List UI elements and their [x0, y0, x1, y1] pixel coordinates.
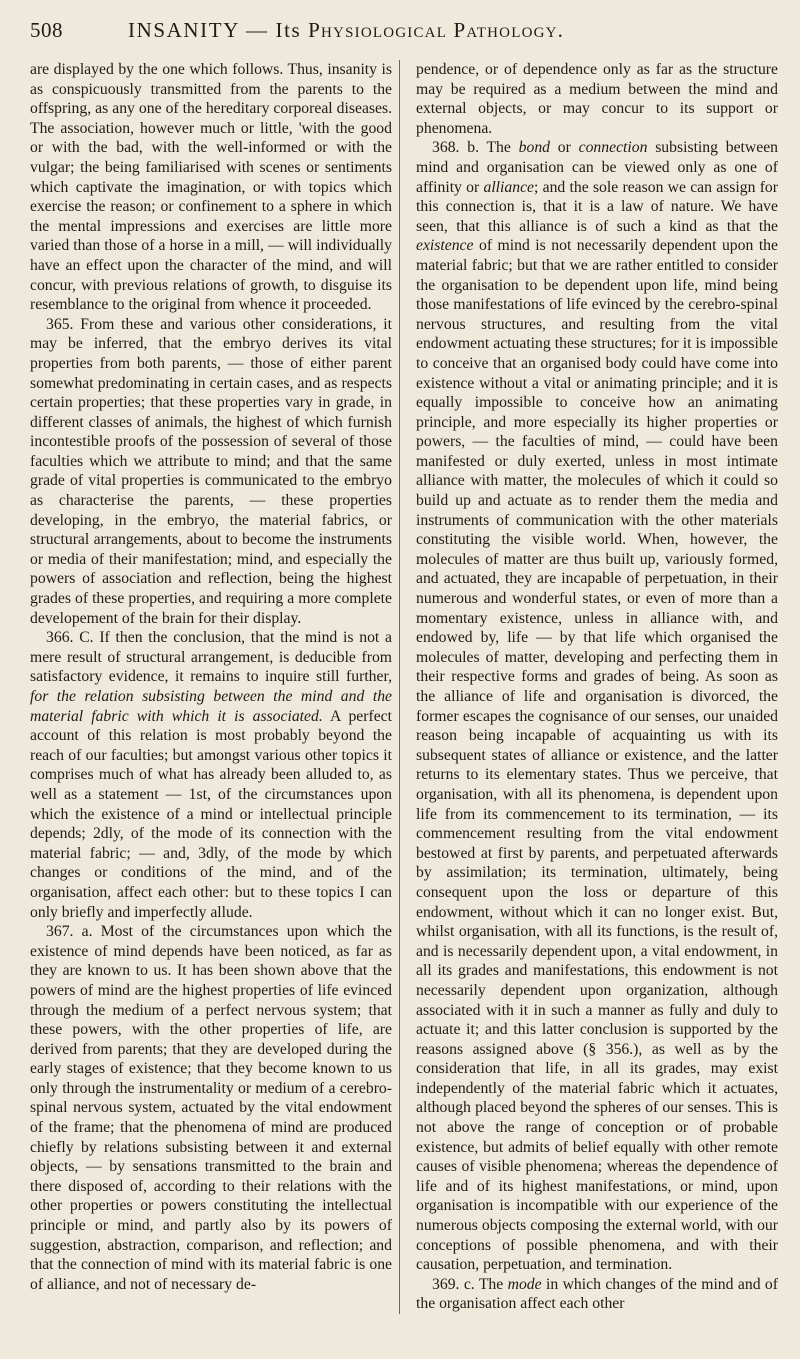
text-run: 367. a. Most of the circumstances upon which the existence of mind depends have been noticed, as far as they are known to us. It has been shown above that the powers of mind are the highest properties of life evinced through the medium of a perfect nervous system; that these powers, with the other properties of life, are derived from parents; that they are developed during the early stages of existence; that they become known to us only through the instrumentality or medium of a cerebro-spinal nervous system, actuated by the vital endowment of the frame; that the phenomena of mind are produced chiefly by relations subsisting between it and external objects, — by sensations transmitted to the brain and there disposed of, according to their relations with the other properties or powers constituting the intellectual principle or mind, and partly also by its powers of suggestion, abstraction, comparison, and reflection; and that the connection of mind with its material fabric is one of alliance, and not of necessary de- — [30, 923, 392, 1293]
paragraph — [30, 315, 392, 629]
text-run: subsisting between mind and organisation can be viewed only as one of affinity or — [416, 139, 778, 196]
column-divider — [399, 60, 400, 1314]
italic-text: connection — [578, 139, 648, 157]
paragraph — [30, 628, 392, 922]
text-run: in which changes of the mind and of the organisation affect each other — [416, 1275, 778, 1313]
running-head — [128, 18, 564, 43]
left-column — [30, 60, 392, 1314]
running-head-main: INSANITY — Its — [128, 18, 309, 42]
paragraph — [30, 60, 392, 315]
text-run: or — [550, 139, 579, 157]
text-run: 369. c. The — [432, 1275, 508, 1293]
page-header — [30, 14, 778, 60]
italic-text: mode — [507, 1275, 542, 1293]
text-run: A perfect account of this relation is most probably beyond the reach of our faculties; but amongst various other topics it comprises much of what has already been alluded to, as well as a statement — 1st, of the circumstances upon which the existence of a mind or intellectual principle depends; 2dly, of the mode of its connection with the material fabric; — and, 3dly, of the mode by which changes or conditions of the mind, and of the organisation, affect each other: but to these topics I can only briefly and imperfectly allude. — [30, 707, 392, 921]
italic-text: for the relation subsisting between the mind and the material fabric with which it is associated. — [30, 688, 392, 725]
text-run: pendence, or of dependence only as far as the structure may be required as a medium between the mind and external objects, or may concur to its support or phenomena. — [416, 61, 778, 137]
text-columns — [30, 60, 778, 1314]
right-column — [416, 60, 778, 1314]
paragraph — [416, 60, 778, 138]
paragraph — [416, 1275, 778, 1314]
text-run: 368. b. The — [432, 139, 519, 157]
text-run: 366. C. If then the conclusion, that the mind is not a mere result of structural arrangement, is deducible from satisfactory evidence, it remains to inquire still further, — [30, 629, 392, 686]
paragraph — [416, 138, 778, 1274]
text-run: 365. From these and various other considerations, it may be inferred, that the embryo derives its vital properties from both parents, — those of either parent somewhat predominating in certain cases, and as respects certain properties; that these properties vary in grade, in different classes of animals, the highest of which furnish incontestible proofs of the possession of several of those faculties which we attribute to mind; and that the same grade of vital properties is communicated to the embryo as characterise the parents, — these properties developing, in the embryo, the material fabrics, or structural arrangements, about to become the instruments or media of their manifestation; mind, and especially the powers of association and reflection, being the highest grades of these properties, and requiring a more complete developement of the brain for their display. — [30, 315, 392, 627]
italic-text: existence — [416, 237, 474, 255]
running-head-small-caps: Physiological Pathology. — [308, 18, 565, 42]
text-run: ; and the sole reason we can assign for this connection is, that it is a law of nature. We have seen, that this alliance is of such a kind as that the — [416, 178, 778, 235]
italic-text: bond — [518, 139, 550, 157]
page-number: 508 — [30, 18, 63, 42]
text-run: are displayed by the one which follows. Thus, insanity is as conspicuously transmitted from the parents to the offspring, as any one of the hereditary corporeal diseases. The association, however much or little, 'with the good or with the bad, with the well-informed or with the vulgar; the being familiarised with scenes or sentiments which captivate the imagination, or with topics which exercise the reason; or confinement to a sphere in which the mental impressions and exercises are little more varied than those of a horse in a mill, — will individually have an effect upon the character of the mind, and will concur, with previous relations of growth, to disguise its resemblance to the original from whence it proceeded. — [30, 61, 392, 314]
italic-text: alliance — [483, 178, 535, 196]
text-run: of mind is not necessarily dependent upon the material fabric; but that we are rather entitled to consider the organisation to be dependent upon life, mind being those manifestations of life evinced by the cerebro-spinal nervous structures, and resulting from the vital endowment actuating these structures; for it is impossible to conceive that an organised body could have come into existence without a vital or animating principle; and it is equally impossible to conceive how an animating principle, and more especially its higher properties or powers, — the faculties of mind, — could have been manifested or duly exerted, unless in most intimate alliance with matter, the molecules of which it could so build up and actuate as to render them the media and instruments of communication with the other materials constituting the visible world. When, however, the molecules of matter are thus built up, variously formed, and actuated, they are incapable of perpetuation, in their numerous and wonderful states, or even of more than a momentary existence, unless in alliance with, and endowed by, life — by that life which organised the molecules of matter, developing and perfecting them in their respective forms and grades of being. As soon as the alliance of life and organisation is divorced, the former escapes the cognisance of our senses, our unaided reason being incapable of acquainting us with its subsequent states of alliance or existence, and the latter returns to its elementary states. Thus we perceive, that organisation, with all its phenomena, is dependent upon life from its commencement to its termination, — its commencement resulting from the vital endowment bestowed at first by parents, and perpetuated afterwards by assimilation; its termination, ultimately, being consequent upon the loss or departure of this endowment, without which it can no longer exist. But, whilst organisation, with all its functions, is the result of, and is necessarily dependent upon, a vital endowment, in all its grades and manifestations, this endowment is not necessarily dependent upon organization, although associated with it in such a manner as fully and duly to actuate it; and this latter conclusion is supported by the reasons assigned above (§ 356.), as well as by the consideration that life, in all its grades, may exist independently of the material fabric which it actuates, although placed beyond the spheres of our senses. This is not above the range of conception or of probable existence, but admits of belief equally with other remote causes of visible phenomena; whereas the dependence of life and of its highest manifestations, or mind, upon organisation is incompatible with our experience of the numerous objects composing the external world, with our conceptions of possible phenomena, and with their causation, perpetuation, and termination. — [416, 237, 778, 1274]
paragraph — [30, 922, 392, 1294]
